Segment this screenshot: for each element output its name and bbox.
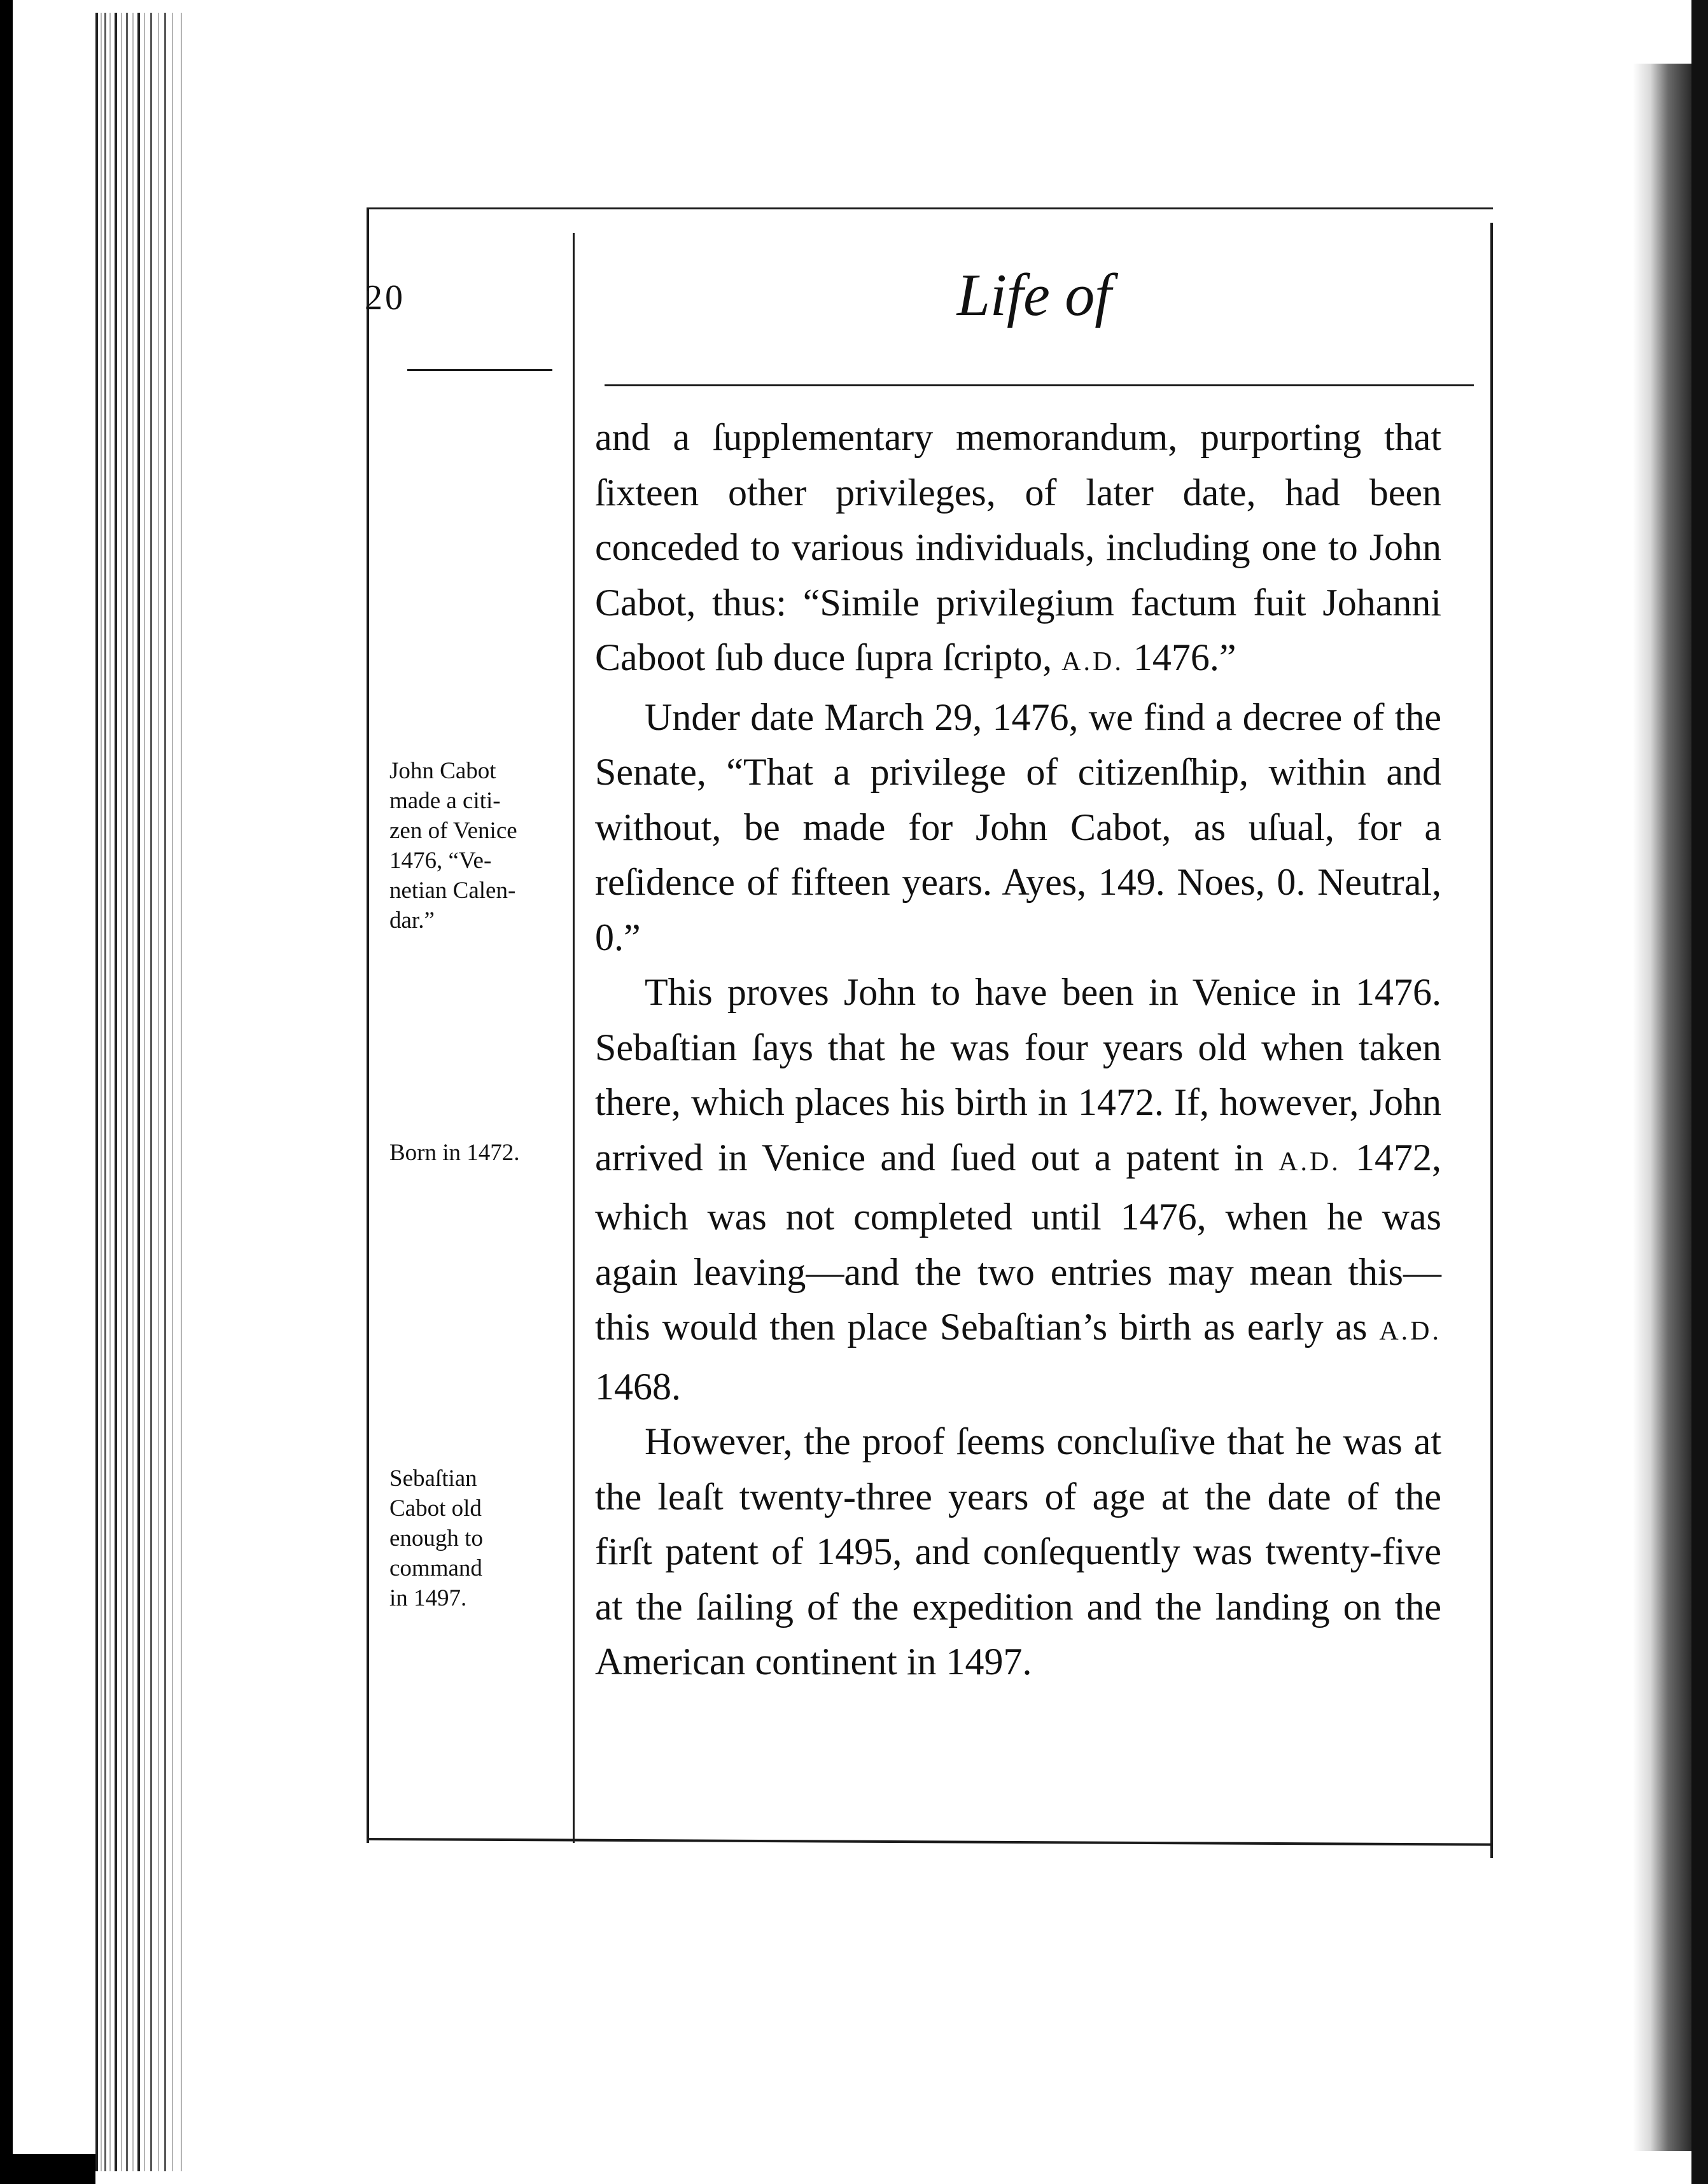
sidenote-line: Cabot old bbox=[389, 1495, 482, 1522]
body-paragraph bbox=[595, 965, 1441, 1414]
book-gutter-shadow bbox=[1633, 64, 1691, 2151]
frame-right-rule bbox=[1490, 223, 1493, 1858]
main-text-column bbox=[595, 410, 1441, 1690]
sidenote-line: Born in 1472. bbox=[389, 1140, 520, 1166]
sidenote-line: command bbox=[389, 1555, 482, 1581]
page-number: 20 bbox=[365, 278, 405, 318]
frame-bottom-rule bbox=[367, 1838, 1493, 1846]
page-number-underline bbox=[407, 369, 552, 371]
scan-edge-bottom bbox=[0, 2154, 95, 2184]
small-caps-text: A.D. bbox=[1061, 647, 1124, 676]
body-paragraph bbox=[595, 690, 1441, 965]
body-paragraph bbox=[595, 410, 1441, 690]
paragraph-text: Under date March 29, 1476, we find a decree of the Senate, “That a privilege of citizenſhip, within and without, be made for John Cabot, as uſual, for a reſidence of fifteen years. Ayes, 149. Noes, 0. Neutral, 0.” bbox=[595, 696, 1441, 958]
sidenote-line: John Cabot bbox=[389, 758, 496, 784]
paragraph-text: 1468. bbox=[595, 1365, 681, 1408]
sidenote-line: 1476, “Ve- bbox=[389, 848, 492, 874]
scan-edge-left bbox=[0, 0, 13, 2184]
page-edges-stack bbox=[95, 0, 197, 2184]
small-caps-text: A.D. bbox=[1379, 1317, 1441, 1346]
frame-top-rule bbox=[367, 207, 1493, 209]
sidenote-citizen-of-venice bbox=[389, 756, 556, 935]
sidenote-line: dar.” bbox=[389, 907, 435, 934]
paragraph-text: 1472, which was not completed until 1476, when he was again leaving—and the two entries may mean this—this would then place Sebaſtian’s birth as early as bbox=[595, 1136, 1441, 1348]
sidenote-line: enough to bbox=[389, 1525, 483, 1551]
sidenote-line: zen of Venice bbox=[389, 818, 517, 844]
small-caps-text: A.D. bbox=[1278, 1147, 1341, 1177]
sidenote-born bbox=[389, 1138, 556, 1168]
frame-left-rule bbox=[367, 207, 369, 1843]
sidenote-line: netian Calen- bbox=[389, 878, 516, 904]
sidenote-sebastian-age bbox=[389, 1464, 556, 1613]
sidenote-line: made a citi- bbox=[389, 788, 501, 814]
paragraph-text: However, the proof ſeems concluſive that he was at the leaſt twenty-three years of age at the date of the firſt patent of 1495, and conſequently was twenty-five at the ſailing of the expedition and the landing on the American continent in 1497. bbox=[595, 1420, 1441, 1683]
paragraph-text: This proves John to have been in Venice in 1476. Sebaſtian ſays that he was four years old when taken there, which places his birth in 1472. If, however, John arrived in Venice and ſued out a patent in bbox=[595, 971, 1441, 1179]
column-divider-rule bbox=[573, 233, 575, 1843]
sidenote-line: Sebaſtian bbox=[389, 1466, 477, 1492]
running-head: Life of bbox=[956, 262, 1112, 328]
paragraph-text: 1476.” bbox=[1123, 636, 1236, 678]
scan-edge-right bbox=[1691, 0, 1708, 2184]
body-paragraph bbox=[595, 1414, 1441, 1690]
sidenote-line: in 1497. bbox=[389, 1585, 467, 1611]
running-head-underline bbox=[605, 384, 1474, 386]
paragraph-text: and a ſupplementary memorandum, purporting that ſixteen other privileges, of later date, had been conceded to various individuals, including one to John Cabot, thus: “Simile privilegium factum fuit Johanni Caboot ſub duce ſupra ſcripto, bbox=[595, 416, 1441, 678]
